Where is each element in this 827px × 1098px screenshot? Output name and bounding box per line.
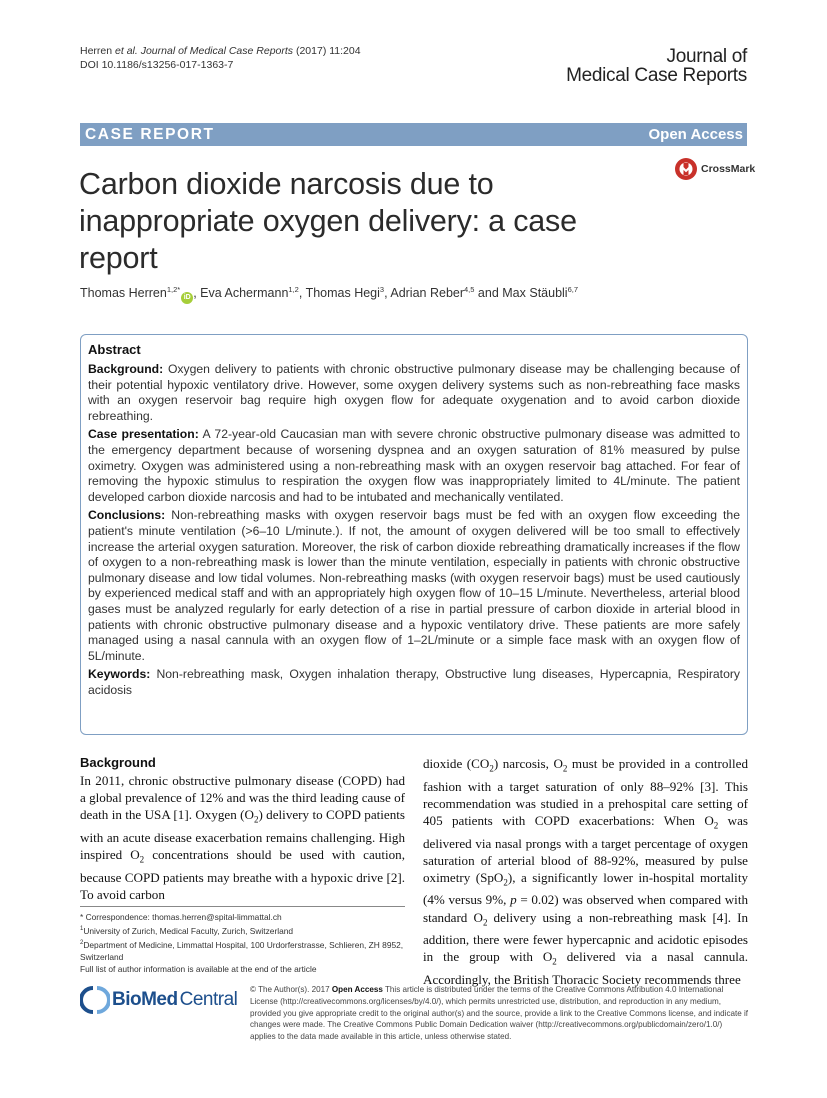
journal-logo-line2: Medical Case Reports — [566, 65, 747, 86]
crossmark-icon — [674, 157, 698, 181]
footnotes — [80, 911, 405, 975]
body-text: was delivered via nasal prongs with a target percentage of oxygen saturation of arterial blood of 88-92%, measured by pulse oximetry (SpO — [423, 812, 748, 885]
body-text: = 0.02) was observed when compared with standard O — [423, 892, 748, 925]
abstract-heading: Abstract — [88, 342, 141, 357]
biomed-central-logo-icon — [80, 985, 110, 1015]
abstract-case-presentation — [88, 427, 740, 505]
crossmark-label: CrossMark — [701, 163, 756, 175]
author-name[interactable]: Eva Achermann — [200, 286, 289, 301]
article-type-banner — [80, 123, 747, 146]
body-column-left — [80, 755, 405, 903]
journal-logo — [566, 47, 747, 85]
body-text: must be provided in a controlled fashion with a target saturation of only 88–92% [3]. This recommendation was studied in a prehospital care setting of 405 patients with COPD exacerbations: When O — [423, 756, 748, 828]
author-name[interactable]: Thomas Herren — [80, 286, 167, 301]
body-text: delivery using a non-rebreathing mask [4]. In addition, there were fewer hypercapnic and acidotic episodes in the group with O — [423, 909, 748, 965]
subscript: 2 — [503, 877, 508, 888]
citation-volume: (2017) 11:204 — [295, 45, 361, 57]
keywords-text: Non-rebreathing mask, Oxygen inhalation therapy, Obstructive lung diseases, Hypercapnia, Respiratory acidosis — [88, 667, 740, 697]
abstract-background — [88, 362, 740, 424]
citation-authors: Herren — [80, 45, 113, 57]
license-statement — [250, 984, 750, 1043]
author-name[interactable]: Max Stäubli — [502, 286, 568, 301]
subscript: 2 — [139, 854, 145, 865]
footnote-divider — [80, 906, 405, 907]
author-name[interactable]: Adrian Reber — [390, 286, 465, 301]
abstract-case-label: Case presentation: — [88, 427, 199, 442]
abstract-background-text: Oxygen delivery to patients with chronic obstructive pulmonary disease may be challenging because of their potential hypoxic ventilatory drive. However, some oxygen delivery systems such as non-rebreathing face masks with an oxygen reservoir bag require high oxygen flow for adequate oxygenation and to avoid carbon dioxide rebreathing. — [88, 362, 740, 423]
doi-link[interactable]: DOI 10.1186/s13256-017-1363-7 — [80, 59, 234, 71]
abstract-conclusions-text: Non-rebreathing masks with oxygen reservoir bags must be fed with an oxygen flow exceeding the patient's minute ventilation (>6–10 L/minute.). If not, the amount of oxygen delivered will be too small to effectively increase the arterial oxygen saturation. Moreover, the risk of carbon dioxide rebreathing dramatically increases if the flow of oxygen to a non-rebreathing mask is lower than the minute ventilation, especially in patients with chronic obstructive pulmonary disease and low tidal volumes. Non-rebreathing masks (with oxygen reservoir bags) must be used cautiously by experienced medical staff and with an appropriately high oxygen flow of 10–15 L/minute. Nevertheless, arterial blood gases must be analyzed regularly for early detection of a rise in partial pressure of carbon dioxide in arterial blood in patients with chronic obstructive pulmonary disease and a hypoxic ventilatory drive. These patients are more safely managed using a nasal cannula with an oxygen flow of 1–2L/minute or a simple face mask with an oxygen flow of 5L/minute. — [88, 508, 740, 663]
publisher-logo — [80, 985, 237, 1015]
open-access-label[interactable]: Open Access — [648, 126, 743, 143]
body-text: concentrations should be used with caution, because COPD patients may breathe with a hypoxic drive [2]. To avoid carbon — [80, 846, 405, 902]
running-header — [80, 44, 361, 72]
author-affiliation-sup: 3 — [379, 285, 385, 294]
subscript: 2 — [713, 820, 719, 831]
citation-journal: Journal of Medical Case Reports — [140, 45, 294, 57]
body-text: In 2011, chronic obstructive pulmonary disease (COPD) had a global prevalence of 12% and was the third leading cause of death in the USA [1]. Oxygen (O — [80, 773, 405, 823]
affiliation-sup: 1 — [80, 926, 84, 932]
section-heading: Background — [80, 755, 156, 770]
author-name[interactable]: Thomas Hegi — [305, 286, 380, 301]
license-open-access: Open Access — [331, 985, 383, 994]
affiliation-2 — [80, 937, 405, 963]
subscript: 2 — [489, 763, 494, 774]
subscript: 2 — [253, 814, 259, 825]
abstract-case-text: A 72-year-old Caucasian man with severe chronic obstructive pulmonary disease was admitted to the emergency department because of worsening dyspnea and an oxygen saturation of 81% measured by pulse oximetry. Oxygen was administered using a non-rebreathing mask with an oxygen reservoir bag attached. For fear of removing the hypoxic stimulus to respiration the oxygen flow was inappropriately limited to 4L/minute. The patient developed carbon dioxide narcosis and had to be intubated and mechanically ventilated. — [88, 427, 741, 504]
keywords-label: Keywords: — [88, 667, 151, 682]
crossmark-badge[interactable] — [674, 157, 755, 181]
body-text: ) narcosis, O — [493, 756, 563, 771]
subscript: 2 — [552, 956, 557, 967]
journal-logo-line1: Journal of — [666, 46, 747, 67]
abstract-box — [80, 334, 748, 735]
body-text: delivered via a nasal cannula. Accordingly, the British Thoracic Society recommends three — [423, 949, 748, 988]
article-type-label: CASE REPORT — [85, 125, 215, 143]
subscript: 2 — [562, 763, 568, 774]
license-text: © The Author(s). 2017 — [250, 985, 332, 994]
author-affiliation-sup: 4,5 — [464, 285, 475, 294]
subscript: 2 — [482, 917, 488, 928]
abstract-conclusions-label: Conclusions: — [88, 508, 166, 523]
citation-line — [80, 44, 361, 58]
article-title: Carbon dioxide narcosis due to inappropriate oxygen delivery: a case report — [79, 167, 577, 275]
orcid-icon[interactable]: iD — [181, 292, 193, 304]
author-affiliation-sup: 6,7 — [567, 285, 579, 294]
abstract-keywords — [88, 667, 740, 698]
affiliation-1 — [80, 923, 405, 937]
italic-p: p — [510, 892, 517, 908]
abstract-background-label: Background: — [88, 362, 164, 376]
abstract-conclusions — [88, 508, 740, 664]
citation-etal: et al. — [115, 45, 138, 57]
affiliation-text: Department of Medicine, Limmattal Hospital, 100 Urdorferstrasse, Schlieren, ZH 8952, Switzerland — [80, 939, 404, 962]
affiliation-sup: 2 — [80, 939, 84, 946]
publisher-name-bold: BioMed — [112, 989, 178, 1010]
affiliation-text: University of Zurich, Medical Faculty, Zurich, Switzerland — [83, 925, 294, 936]
body-text: ) delivery to COPD patients with an acute disease exacerbation remains challenging. High inspired O — [80, 807, 405, 862]
author-affiliation-sup: 1,2 — [288, 285, 299, 294]
body-paragraph — [423, 755, 748, 988]
correspondence-email[interactable]: * Correspondence: thomas.herren@spital-limmattal.ch — [80, 912, 282, 922]
body-text: ), a significantly lower in-hospital mortality (4% versus 9%, — [423, 869, 748, 908]
body-paragraph — [80, 772, 405, 903]
body-text: dioxide (CO — [423, 756, 490, 771]
author-list: Thomas Herren$^{1,2*}$iD , Eva Achermann$^{1,2}$, Thomas Hegi$^3$, Adrian Reber$^{4,5}$ and Max Stäubli$^{6,7}$ — [80, 285, 578, 304]
author-info-note: Full list of author information is available at the end of the article — [80, 963, 317, 974]
author-affiliation-sup: 1,2* — [166, 285, 181, 294]
publisher-name-regular: Central — [179, 989, 238, 1010]
license-text: This article is distributed under the terms of the Creative Commons Attribution 4.0 International License (http://creativecommons.org/licenses/by/4.0/), which permits unrestricted use, distribution, and reproduction in any medium, provided you give appropriate credit to the original author(s) and the source, provide a link to the Creative Commons license, and indicate if changes were made. The Creative Commons Public Domain Dedication waiver (http://creativecommons.org/publicdomain/zero/1.0/) applies to the data made available in this article, unless otherwise stated. — [250, 985, 749, 1042]
body-column-right — [423, 755, 748, 988]
